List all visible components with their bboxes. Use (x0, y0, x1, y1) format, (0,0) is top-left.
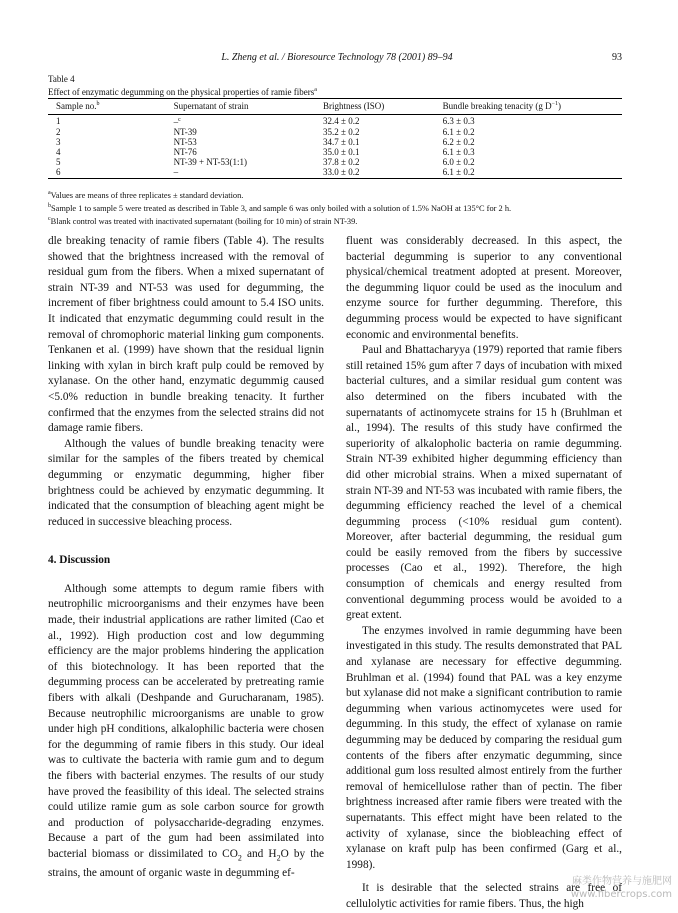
section-heading: 4. Discussion (48, 554, 111, 567)
page-number: 93 (612, 52, 622, 63)
table-row: 1 –$^c$ 32.4 ± 0.2 6.3 ± 0.3 (56, 116, 475, 127)
right-column (346, 234, 622, 913)
paragraph: dle breaking tenacity of ramie fibers (Table 4). The results showed that the brightness increased with the removal of residual gum from the fibers. When a mixed supernatant of strain NT-39 and NT-53 was used for degumming, the increment of fiber brightness could amount to 5.4 ISO units. It indicated that enzymatic degumming could result in the removal of chromophoric material linking gum components. Tenkanen et al. (1999) have shown that the residual lignin linking with xylan in birch kraft pulp could be removed by xylanase. On the other hand, enzymatic degummig caused <5.0% reduction in bundle breaking tenacity. It further confirmed that the enzymes from the selected strains did not damage ramie fibers. (48, 235, 324, 435)
left-column (48, 234, 324, 881)
table-footnotes (48, 188, 628, 226)
footnote-c: $^c$Blank control was treated with inactivated supernatant (boiling for 10 min) of strain NT-39. (48, 215, 358, 226)
running-title: L. Zheng et al. / Bioresource Technology 78 (2001) 89–94 (221, 52, 453, 63)
col-header-brightness: Brightness (ISO) (323, 99, 443, 115)
table-caption (48, 74, 628, 98)
watermark (571, 875, 672, 901)
table-label: Table 4 (48, 74, 75, 84)
paragraph: Paul and Bhattacharyya (1979) reported that ramie fibers still retained 15% gum after 7 days of incubation with mixed bacterial cultures, and a similar residual gum content was also determined on the fibers incubated with the supernatants of actinomycete strains for 15 h (Bruhlman et al., 1994). The results of this study have confirmed the superiority of alkalopholic bacteria on ramie degumming. Strain NT-39 exhibited higher degumming efficiency than did other microbial strains. When a mixed supernatant of strain NT-39 and NT-53 was incubated with ramie fibers, the degumming efficiency reached the level of a chemical degumming process (<10% residual gum content). Moreover, after bacterial degumming, the residual gum could be easily removed from the fibers by successive processes (Cao et al., 1992). Therefore, the high consumption of chemicals and energy resulted from conventional degumming process would be avoided to a great extent. (346, 344, 622, 622)
footnote-b: $^b$Sample 1 to sample 5 were treated as described in Table 3, and sample 6 was only boiled with a solution of 1.5% NaOH at 135°C for 2 h. (48, 202, 512, 213)
col-header-sample: Sample no.$^b$ (48, 99, 174, 115)
running-header (48, 52, 626, 63)
table-header-row (48, 99, 622, 115)
paragraph: Although the values of bundle breaking tenacity were similar for the samples of the fibers treated by chemical degumming or enzymatic degumming, higher fiber brightness could be achieved by enzymatic degumming. It indicated that the consumption of bleaching agent might be reduced in successive bleaching process. (48, 437, 324, 528)
paragraph: The enzymes involved in ramie degumming have been investigated in this study. The results demonstrated that PAL and xylanase are necessary for effective degumming. Bruhlman et al. (1994) found that PAL was a key enzyme but xylanase did not make a significant contribution to ramie degumming when various actinomycetes were used for degumming. In this study, the effect of xylanase on ramie degumming may be deduced by comparing the residual gum contents of the fibers after enzymatic degumming, since additional gum loss resulted almost entirely from the further removal of hemicellulose rather than of pectin. The fiber brightness increased after ramie fibers were treated with the supernatants. This effect might have been related to the activity of xylanase, since the biobleaching effect of xylanase on kraft pulp has been confirmed (Garg et al., 1998). (346, 624, 622, 871)
watermark-url: www.fibercrops.com (570, 889, 672, 900)
table-row: 3 NT-53 34.7 ± 0.1 6.2 ± 0.2 (56, 137, 475, 147)
col-header-tenacity: Bundle breaking tenacity (g $D^{-1}$) (443, 99, 622, 115)
footnote-a: $^a$Values are means of three replicates ± standard deviation. (48, 190, 244, 200)
table-row: 2 NT-39 35.2 ± 0.2 6.1 ± 0.2 (56, 127, 475, 137)
paragraph: Although some attempts to degum ramie fibers with neutrophilic microorganisms and their enzymes have been made, their industrial applications are rather limited (Cao et al., 1992). High production cost and low degumming efficiency are the major problems hindering the application of this biotechnology. It has been reported that the degumming process can be accelerated by pretreating ramie fibers with alkali (Deshpande and Gurucharanam, 1985). Because neutrophilic microorganisms are unable to grow under high pH conditions, alkalophilic bacteria were chosen for the degumming of ramie fibers in this study. Our ideal was to cultivate the bacteria with ramie gum and to degum the fibers with bacterial enzymes. The results of our study have proved the feasibility of this ideal. The selected strains could utilize ramie gum as sole carbon source for growth and production of polysaccharide-degrading enzymes. Because a part of the gum had been assimilated into bacterial biomass or dissimilated to $CO_2$ and $H_2O$ by the strains, the amount of organic waste in degumming ef- (48, 582, 325, 879)
paragraph: fluent was considerably decreased. In this aspect, the bacterial degumming is superior to any conventional physical/chemical treatment adopted at present. Moreover, the degumming liquor could be used as the inoculum and enzyme source for further degumming. Therefore, this degumming process would be expected to have significant economic and environmental benefits. (346, 235, 622, 341)
table-row: 6 – 33.0 ± 0.2 6.1 ± 0.2 (48, 167, 622, 179)
watermark-cn: 麻类作物营养与施肥网 (572, 876, 672, 887)
table-title: Effect of enzymatic degumming on the physical properties of ramie fibers$^a$ (48, 87, 317, 97)
paragraph: It is desirable that the selected strains are free of cellulolytic activities for ramie fibers. Thus, the high (346, 882, 622, 910)
results-table (48, 98, 622, 179)
table-row: 5 NT-39 + NT-53(1:1) 37.8 ± 0.2 6.0 ± 0.2 (56, 157, 475, 167)
table-row: 4 NT-76 35.0 ± 0.1 6.1 ± 0.3 (56, 147, 475, 157)
col-header-strain: Supernatant of strain (174, 99, 323, 115)
